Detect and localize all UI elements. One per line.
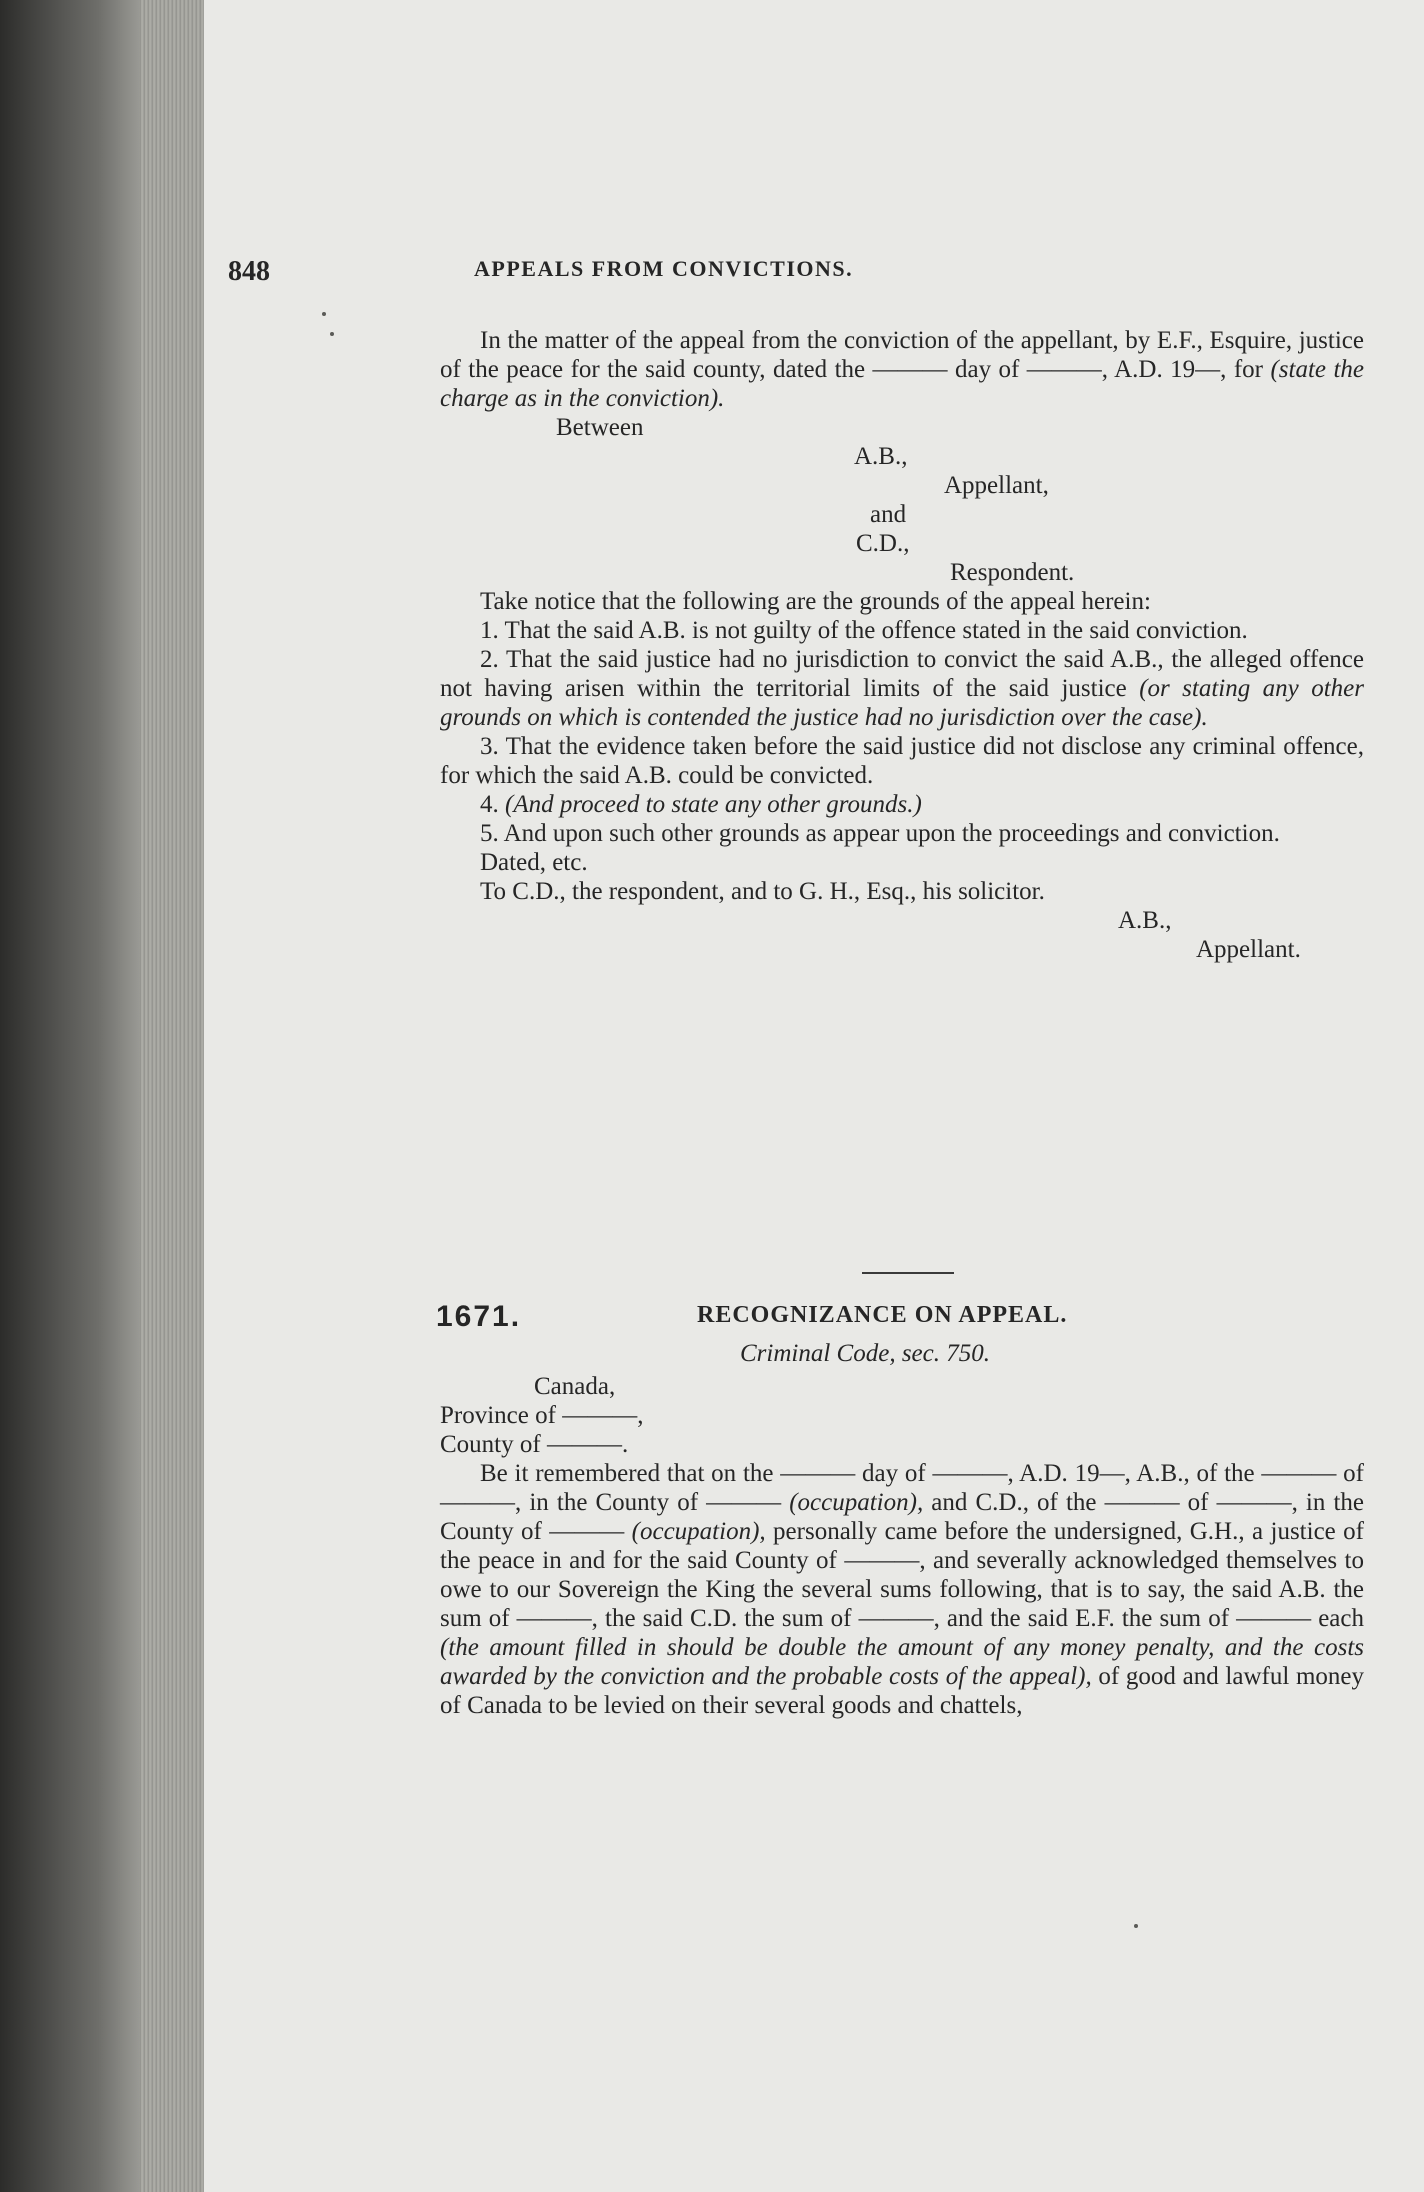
signature-name: A.B., [1118,907,1172,934]
running-head: APPEALS FROM CONVICTIONS. [474,256,854,281]
page-number: 848 [228,256,270,287]
page-edges [140,0,204,2192]
section-divider [862,1272,954,1274]
party-appellant: A.B., [854,443,908,470]
and-label: and [870,501,907,528]
ground-4: 4. (And proceed to state any other grounds.) [480,791,922,818]
speck [1134,1924,1138,1928]
between-label: Between [556,414,644,441]
venue-province: Province of ———, [440,1402,644,1429]
ground-1: 1. That the said A.B. is not guilty of the offence stated in the said conviction. [480,617,1248,644]
speck [322,312,326,316]
to-line: To C.D., the respondent, and to G. H., Esq., his solicitor. [480,878,1045,905]
appellant-role: Appellant, [944,472,1049,499]
take-notice: Take notice that the following are the grounds of the appeal herein: [480,588,1151,615]
ground-3: 3. That the evidence taken before the said justice did not disclose any criminal offence, for which the said A.B. could be convicted. [440,733,1364,789]
section-number: 1671. [436,1300,522,1333]
venue-county: County of ———. [440,1431,629,1458]
notice-intro: In the matter of the appeal from the conviction of the appellant, by E.F., Esquire, justice of the peace for the said county, dated the ——— day of ———, A.D. 19—, for (state the charge as in the conviction). [440,327,1364,412]
dated-line: Dated, etc. [480,849,588,876]
recognizance-form [440,1372,1364,1720]
respondent-role: Respondent. [950,559,1075,586]
page-header [228,256,1168,296]
section-title: RECOGNIZANCE ON APPEAL. [697,1302,1068,1328]
party-respondent: C.D., [856,530,910,557]
venue-canada: Canada, [534,1373,616,1400]
ground-5: 5. And upon such other grounds as appear upon the proceedings and conviction. [480,820,1280,847]
signature-role: Appellant. [1196,936,1301,963]
speck [330,332,334,336]
book-binding [0,0,140,2192]
recognizance-body: Be it remembered that on the ——— day of ———, A.D. 19—, A.B., of the ——— of ———, in the County of ——— (occupation), and C.D., of the ——— of ———, in the County of ——— (occupation), personally came before the undersigned, G.H., a justice of the peace in and for the said County of ———, and severally acknowledged themselves to owe to our Sovereign the King the several sums following, that is to say, the said A.B. the sum of ———, the said C.D. the sum of ———, and the said E.F. the sum of ——— each (the amount filled in should be double the amount of any money penalty, and the costs awarded by the conviction and the probable costs of the appeal), of good and lawful money of Canada to be levied on their several goods and chattels, [440,1460,1365,1719]
ground-2: 2. That the said justice had no jurisdiction to convict the said A.B., the alleged offence not having arisen within the territorial limits of the said justice (or stating any other grounds on which is contended the justice had no jurisdiction over the case). [440,646,1364,731]
notice-of-appeal [440,326,1364,964]
section-subtitle: Criminal Code, sec. 750. [740,1340,990,1367]
